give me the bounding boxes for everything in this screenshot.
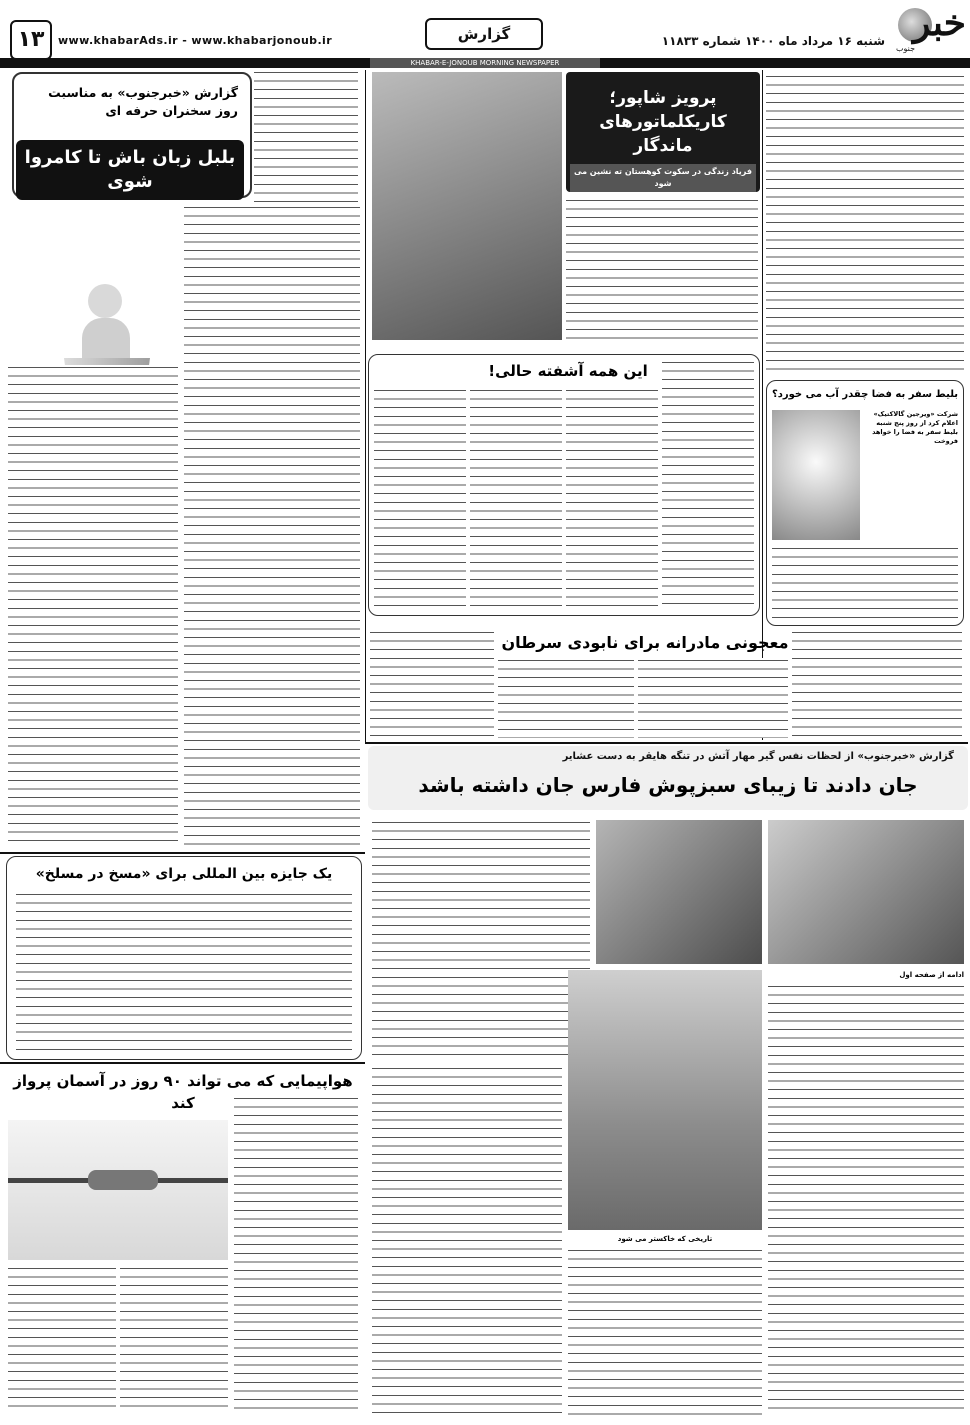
abshar-body-top <box>372 820 590 1060</box>
maadar-body-col <box>638 658 788 738</box>
page-number: ۱۳ <box>17 27 45 52</box>
abshar-body-left <box>372 1066 562 1416</box>
bolbol-article <box>4 70 362 850</box>
ashofte-body-col <box>470 388 562 610</box>
abshar-photo-fire <box>568 970 762 1230</box>
jayeze-article <box>6 856 362 1060</box>
ashofte-title: این همه آشفته حالی! <box>488 362 648 380</box>
parviz-subtitle: فریاد زندگی در سکوت کوهستان ته نشین می شود <box>570 164 756 192</box>
page-number-box <box>10 20 52 60</box>
abshar-body-mid <box>568 1248 762 1416</box>
havapeyma-body-col <box>234 1096 358 1414</box>
aircraft-image <box>8 1120 228 1260</box>
bolbol-title: بلبل زبان باش تا کامروا شوی <box>16 140 244 200</box>
abshar-continue-label: ادامه از صفحه اول <box>899 971 964 979</box>
aircraft-body <box>88 1170 158 1190</box>
newspaper-logo <box>892 2 968 58</box>
masthead-banner <box>0 58 970 68</box>
speaker-head <box>88 284 122 318</box>
abshar-kicker: گزارش «خبرجنوب» از لحظات نفس گیر مهار آتش در تنگه هایقر به دست عشایر <box>562 751 954 762</box>
right-top-body <box>766 74 964 374</box>
safar-body <box>772 546 958 620</box>
parviz-article <box>368 72 760 348</box>
havapeyma-title: هواپیمایی که می تواند ۹۰ روز در آسمان پرواز کند <box>13 1072 353 1112</box>
abshar-header <box>368 746 968 810</box>
logo-text: خبر <box>913 2 966 44</box>
maadar-body-col <box>792 630 962 738</box>
parviz-title: پرویز شاپور؛ کاریکلماتورهای ماندگار <box>599 88 727 156</box>
bolbol-header <box>12 72 252 198</box>
websites: www.khabarAds.ir - www.khabarjonoub.ir <box>58 34 333 47</box>
maadar-body-col <box>370 630 494 738</box>
logo-subtext: جنوب <box>896 44 916 53</box>
masthead <box>0 0 970 68</box>
section-label-box <box>425 18 543 50</box>
jayeze-body <box>16 892 352 1054</box>
safar-title: بلیط سفر به فضا چقدر آب می خورد؟ <box>771 389 959 400</box>
jayeze-title: یک جایزه بین المللی برای «مسخ در مسلخ» <box>35 866 333 882</box>
abshar-photo-group <box>596 820 762 964</box>
abshar-caption: تاریخی که خاکستر می شود <box>617 1235 713 1243</box>
abshar-title: جان دادند تا زیبای سبزپوش فارس جان داشته باشد <box>418 773 918 797</box>
bolbol-kicker: گزارش «خبرجنوب» به مناسبت روز سخنران حرفه ای <box>48 85 238 118</box>
safar-article <box>766 380 964 630</box>
bolbol-body-col <box>8 365 178 845</box>
parviz-portrait <box>372 72 562 340</box>
havapeyma-body-col <box>120 1266 228 1414</box>
astronaut-image <box>772 410 860 540</box>
havapeyma-article <box>4 1066 362 1420</box>
column-rule <box>0 1062 365 1064</box>
maadar-body-col <box>498 658 634 738</box>
abshar-article <box>368 746 968 1422</box>
section-label: گزارش <box>457 25 511 43</box>
maadar-article <box>368 628 968 740</box>
bolbol-body-col <box>184 205 360 845</box>
ashofte-article <box>368 354 760 622</box>
ashofte-body-col <box>566 388 658 610</box>
havapeyma-body-col <box>8 1266 116 1414</box>
abshar-photo-portrait <box>768 820 964 964</box>
abshar-body-right <box>768 984 964 1416</box>
column-rule <box>0 852 365 854</box>
column-rule <box>365 70 366 742</box>
issue-line: شنبه ۱۶ مرداد ماه ۱۴۰۰ شماره ۱۱۸۳۳ <box>661 34 885 48</box>
banner-text: KHABAR-E-JONOUB MORNING NEWSPAPER <box>410 59 560 67</box>
parviz-body <box>566 198 758 342</box>
column-rule <box>365 742 968 744</box>
ashofte-body-col <box>374 388 466 610</box>
parviz-header <box>566 72 760 192</box>
safar-lead: شرکت «ویرجین گالاکتیک» اعلام کرد از روز پنج شنبه بلیط سفر به فضا را خواهد فروخت <box>872 410 958 445</box>
maadar-title: معجونی مادرانه برای نابودی سرطان <box>501 633 789 652</box>
ashofte-body-col <box>662 360 754 610</box>
